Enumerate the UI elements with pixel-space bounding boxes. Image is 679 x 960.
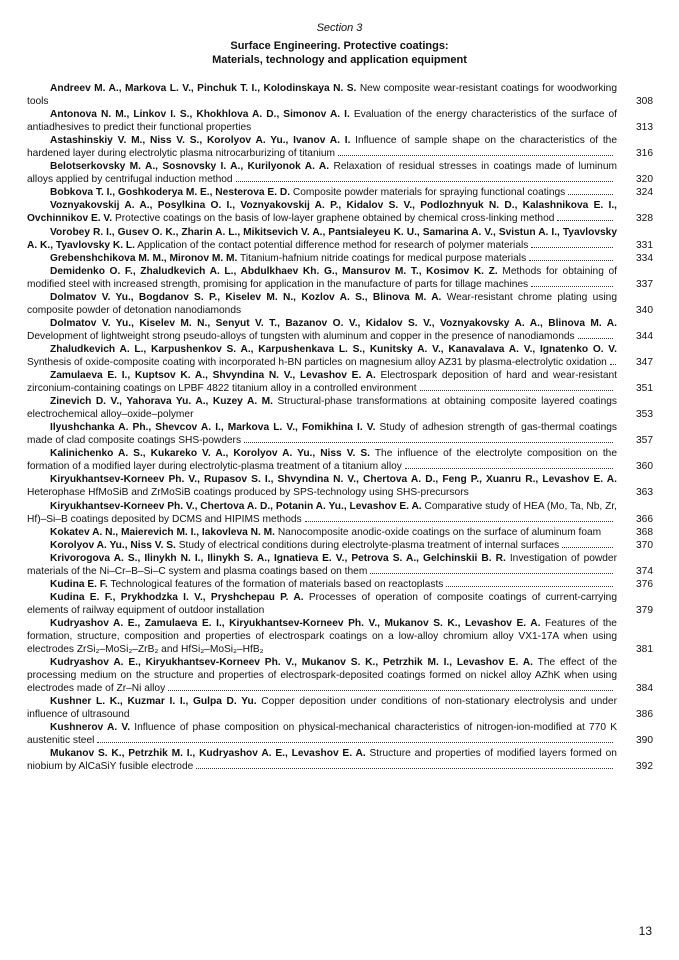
toc-entry-text <box>27 265 617 291</box>
toc-entry-text <box>27 252 617 265</box>
toc-entry-page: 320 <box>636 174 653 186</box>
toc-entry-title: New composite wear-resistant coatings for woodworking tools <box>27 83 618 108</box>
dot-leader <box>568 193 613 195</box>
toc-entry-title: Wear-resistant chrome plating using composite powder of detonation nanodiamonds <box>27 291 617 316</box>
toc-entry-authors: Ilyushchanka A. Ph., Shevcov A. I., Markova L. V., Fomikhina I. V. <box>50 422 376 434</box>
toc-entry-authors: Krivorogova A. S., Ilinykh N. I., Ilinykh S. A., Ignatieva E. V., Petrova S. A., Gelchinskii B. R. <box>50 552 506 564</box>
page-number: 13 <box>638 924 652 938</box>
toc-entry <box>27 656 653 695</box>
dot-leader <box>557 219 613 221</box>
toc-entry-title: Evaluation of the energy characteristics of the surface of antiadhesives to predict their functional properties <box>27 109 617 134</box>
toc-entry-text <box>27 226 617 252</box>
toc-entry-title: Relaxation of residual stresses in coatings made of luminum alloys applied by centrifugal induction method <box>27 161 617 186</box>
toc-entry <box>27 578 653 591</box>
toc-entry-text <box>27 617 617 656</box>
toc-entry-authors: Grebenshchikova M. M., Mironov M. M. <box>50 252 238 264</box>
toc-entry <box>27 447 653 473</box>
toc-entry-text <box>27 721 617 747</box>
toc-entry-title: Structural-phase transformations at obtaining composite layered coatings electrochemical alloy–oxide–polymer <box>27 396 618 421</box>
toc-entry-text <box>27 526 617 539</box>
toc-entry-page: 386 <box>636 709 653 721</box>
toc-entry <box>27 199 653 225</box>
toc-entry-authors: Kudina E. F. <box>50 578 108 590</box>
toc-entry <box>27 82 653 108</box>
toc-entry-title: Structure and properties of modified layers formed on niobium by AlCaSiY fusible electrode <box>27 748 617 773</box>
toc-entry <box>27 265 653 291</box>
dot-leader <box>196 767 613 769</box>
toc-entry-authors: Kushnerov A. V. <box>50 722 131 734</box>
toc-entry-authors: Kudina E. F., Prykhodzka I. V., Pryshchepau P. A. <box>50 591 304 603</box>
toc-entry <box>27 591 653 617</box>
toc-entry-text <box>27 395 617 421</box>
toc-entry-title: Influence of sample shape on the characteristics of the hardened layer during electrolytic plasma nitrocarburizing of titanium <box>27 135 617 160</box>
dot-leader <box>562 546 613 548</box>
toc-entry-authors: Korolyov A. Yu., Niss V. S. <box>50 539 176 551</box>
toc-entry-title: Processes of operation of composite coatings of current-carrying elements of railway equipment of outdoor installation <box>27 591 617 616</box>
dot-leader <box>446 585 613 587</box>
toc-entry-page: 316 <box>636 148 653 160</box>
toc-entry-page: 368 <box>636 526 653 538</box>
toc-entry-title: Study of electrical conditions during electrolyte-plasma treatment of internal surfaces <box>178 539 560 551</box>
toc-entry <box>27 526 653 539</box>
toc-entry-page: 328 <box>636 213 653 225</box>
dot-leader <box>405 467 613 469</box>
toc-entry-title: Investigation of powder materials of the Ni–Cr–B–Si–C system and plasma coatings based on them <box>27 552 617 577</box>
dot-leader <box>305 520 613 522</box>
toc-entry-page: 324 <box>636 187 653 199</box>
toc-entry-page: 374 <box>636 565 653 577</box>
toc-entry-authors: Kalinichenko A. S., Kukareko V. A., Korolyov A. Yu., Niss V. S. <box>50 448 370 460</box>
toc-entry <box>27 252 653 265</box>
toc-entry <box>27 160 653 186</box>
toc-entry-page: 347 <box>636 356 653 368</box>
toc-entry-title: Synthesis of oxide-composite coating with incorporated h-BN particles on magnesium alloy AZ31 by plasma-electrolytic oxidation <box>27 356 607 368</box>
toc-entry-page: 366 <box>636 513 653 525</box>
toc-entry <box>27 721 653 747</box>
toc-entry-text <box>27 160 617 186</box>
dot-leader <box>531 285 613 287</box>
toc-entry-authors: Kiryukhantsev-Korneev Ph. V., Rupasov S. I., Shvyndina N. V., Chertova A. D., Feng P., Xuanru R., Levashov E. A. <box>50 474 617 486</box>
toc-entry-title: The influence of the electrolyte composition on the formation of a modified layer during electrolytic-plasma treatment of a titanium alloy <box>27 448 617 473</box>
toc-entry <box>27 343 653 369</box>
dot-leader <box>578 337 613 339</box>
toc-entry-title: Composite powder materials for spraying functional coatings <box>292 187 566 199</box>
toc-entry-title: Methods for obtaining of modified steel with increased strength, promising for application in the manufacture of parts for tillage machines <box>27 265 617 290</box>
toc-entry-text <box>27 500 617 526</box>
section-title-line-1: Surface Engineering. Protective coatings: <box>230 40 449 52</box>
toc-entry-title: Influence of phase composition on physical-mechanical characteristics of nitrogen-ion-modified at 770 K austenitic steel <box>27 722 617 747</box>
table-of-contents <box>27 82 653 773</box>
toc-entry-title: Titanium-hafnium nitride coatings for medical purpose materials <box>240 252 527 264</box>
dot-leader <box>529 259 613 261</box>
toc-entry <box>27 552 653 578</box>
toc-entry-authors: Antonova N. M., Linkov I. S., Khokhlova A. D., Simonov A. I. <box>50 109 350 121</box>
toc-entry-title: Features of the formation, structure, composition and properties of electrospark coatings on a low-alloy chromium alloy VX1-17A when using electrodes ZrSi₂–MoSi₂–ZrB₂ and HfSi₂–MoSi₂–HfB₂ <box>27 617 617 656</box>
toc-entry <box>27 473 653 499</box>
toc-entry <box>27 500 653 526</box>
toc-entry-authors: Kushner L. K., Kuzmar I. I., Gulpa D. Yu. <box>50 696 257 708</box>
toc-entry-title: Heterophase HfMoSiB and ZrMoSiB coatings produced by SPS-technology using SHS-precursors <box>27 487 469 499</box>
dot-leader <box>236 180 613 182</box>
toc-entry-text <box>27 539 617 552</box>
dot-leader <box>244 441 613 443</box>
toc-entry-authors: Mukanov S. K., Petrzhik M. I., Kudryashov A. E., Levashov E. A. <box>50 748 366 760</box>
toc-entry-page: 334 <box>636 252 653 264</box>
dot-leader <box>531 246 613 248</box>
toc-entry-text <box>27 108 617 134</box>
toc-entry-authors: Vorobey R. I., Gusev O. K., Zharin A. L., Mikitsevich V. A., Pantsialeyeu K. U., Samarina A. V., Svistun A. I., Tyavlovsky A. K., Tyavlovsky K. L. <box>27 226 617 251</box>
section-label: Section 3 <box>316 22 363 34</box>
toc-entry-authors: Kiryukhantsev-Korneev Ph. V., Chertova A. D., Potanin A. Yu., Levashov E. A. <box>50 500 422 512</box>
toc-entry-text <box>27 369 617 395</box>
toc-entry <box>27 108 653 134</box>
toc-entry-title: Application of the contact potential difference method for research of polymer materials <box>137 239 529 251</box>
toc-entry-authors: Astashinskiy V. M., Niss V. S., Korolyov A. Yu., Ivanov A. I. <box>50 135 351 147</box>
toc-entry-page: 337 <box>636 278 653 290</box>
dot-leader <box>420 389 613 391</box>
toc-entry <box>27 617 653 656</box>
toc-entry-title: Nanocomposite anodic-oxide coatings on the surface of aluminum foam <box>277 526 602 538</box>
toc-entry-page: 376 <box>636 578 653 590</box>
dot-leader <box>168 689 613 691</box>
toc-entry-text <box>27 343 617 369</box>
toc-entry-text <box>27 291 617 317</box>
toc-entry-authors: Andreev M. A., Markova L. V., Pinchuk T. I., Kolodinskaya N. S. <box>50 83 357 94</box>
toc-entry-page: 353 <box>636 409 653 421</box>
toc-entry <box>27 369 653 395</box>
toc-entry-authors: Dolmatov V. Yu., Kiselev M. N., Senyut V. T., Bazanov O. V., Kidalov S. V., Voznyakovsky A. A., Blinova M. A. <box>50 317 617 329</box>
toc-entry-authors: Demidenko O. F., Zhaludkevich A. L., Abdulkhaev Kh. G., Mansurov M. T., Kosimov K. Z. <box>50 265 498 277</box>
toc-entry-page: 344 <box>636 330 653 342</box>
toc-entry-text <box>27 317 617 343</box>
toc-entry-page: 381 <box>636 644 653 656</box>
toc-entry-text <box>27 591 617 617</box>
toc-entry-title: The effect of the processing medium on the structure and properties of electrospark-deposited coatings formed on nickel alloy AZhK when using electrodes made of Zr–Ni alloy <box>27 657 618 695</box>
toc-entry-title: Electrospark deposition of hard and wear-resistant zirconium-containing coatings on LPBF 4822 titanium alloy in a controlled environment <box>27 370 617 395</box>
toc-entry <box>27 186 653 199</box>
toc-entry-text <box>27 695 617 721</box>
toc-entry <box>27 226 653 252</box>
toc-entry-authors: Kudryashov A. E., Zamulaeva E. I., Kiryukhantsev-Korneev Ph. V., Mukanov S. K., Levashov E. A. <box>50 617 541 629</box>
dot-leader <box>370 572 613 574</box>
toc-entry-authors: Zamulaeva E. I., Kuptsov K. A., Shvyndina N. V., Levashov E. A. <box>50 370 376 382</box>
toc-entry-text <box>27 186 617 199</box>
toc-entry-title: Technological features of the formation of materials based on reactoplasts <box>110 578 444 590</box>
toc-entry-authors: Zhaludkevich A. L., Karpushenkov S. A., Karpushenkava L. S., Kunitsky A. V., Kanavalava A. V., Ignatenko O. V. <box>50 343 617 355</box>
toc-entry-text <box>27 82 617 108</box>
toc-entry <box>27 291 653 317</box>
toc-entry-page: 379 <box>636 604 653 616</box>
toc-entry-text <box>27 747 617 773</box>
toc-entry-authors: Kudryashov A. E., Kiryukhantsev-Korneev Ph. V., Mukanov S. K., Petrzhik M. I., Levashov E. A. <box>50 657 533 669</box>
toc-entry-page: 370 <box>636 539 653 551</box>
toc-entry-text <box>27 134 617 160</box>
toc-entry <box>27 539 653 552</box>
dot-leader <box>338 154 613 156</box>
dot-leader <box>97 741 613 743</box>
toc-entry <box>27 421 653 447</box>
toc-entry <box>27 317 653 343</box>
toc-entry-page: 308 <box>636 96 653 108</box>
toc-entry-page: 390 <box>636 735 653 747</box>
toc-entry-authors: Bobkova T. I., Goshkoderya M. E., Nesterova E. D. <box>50 187 291 199</box>
dot-leader <box>610 363 616 365</box>
toc-entry-text <box>27 199 617 225</box>
toc-entry-page: 360 <box>636 461 653 473</box>
toc-entry <box>27 695 653 721</box>
toc-entry-page: 340 <box>636 304 653 316</box>
toc-entry-page: 384 <box>636 683 653 695</box>
toc-entry-title: Study of adhesion strength of gas-thermal coatings made of clad composite coatings SHS-powders <box>27 422 617 447</box>
toc-entry-authors: Kokatev A. N., Maierevich M. I., Iakovleva N. M. <box>50 526 275 538</box>
toc-entry-page: 351 <box>636 383 653 395</box>
toc-entry <box>27 134 653 160</box>
toc-entry-page: 392 <box>636 761 653 773</box>
toc-entry-text <box>27 656 617 695</box>
toc-entry-page: 357 <box>636 435 653 447</box>
toc-entry-title: Development of lightweight strong pseudo-alloys of tungsten with aluminum and copper in the presence of nanodiamonds <box>27 330 575 342</box>
toc-entry-title: Copper deposition under conditions of non-stationary electrolysis and under influence of ultrasound <box>27 696 617 721</box>
section-title-line-2: Materials, technology and application equipment <box>212 54 467 66</box>
toc-entry-title: Protective coatings on the basis of low-layer graphene obtained by chemical cross-linking method <box>114 213 555 225</box>
toc-entry-page: 363 <box>636 487 653 499</box>
toc-entry-text <box>27 578 617 591</box>
toc-entry-authors: Voznyakovskij A. A., Posylkina O. I., Voznyakovskij A. P., Kidalov S. V., Podlozhnyuk N. D., Kalashnikova E. I., Ovchinnikov E. V. <box>27 200 617 225</box>
toc-entry <box>27 747 653 773</box>
toc-entry-text <box>27 421 617 447</box>
toc-entry-authors: Dolmatov V. Yu., Bogdanov S. P., Kiselev M. N., Kozlov A. S., Blinova M. A. <box>50 291 442 303</box>
section-title <box>0 39 679 67</box>
toc-entry-page: 331 <box>636 239 653 251</box>
toc-entry-text <box>27 473 617 499</box>
toc-entry-text <box>27 552 617 578</box>
toc-entry-title: Comparative study of HEA (Mo, Ta, Nb, Zr, Hf)–Si–B coatings deposited by DCMS and HIPIMS methods <box>27 500 617 525</box>
toc-entry-authors: Zinevich D. V., Yahorava Yu. A., Kuzey A. M. <box>50 396 273 408</box>
toc-entry <box>27 395 653 421</box>
toc-entry-text <box>27 447 617 473</box>
toc-entry-authors: Belotserkovsky M. A., Sosnovsky I. A., Kurilyonok A. A. <box>50 161 330 173</box>
toc-entry-page: 313 <box>636 122 653 134</box>
